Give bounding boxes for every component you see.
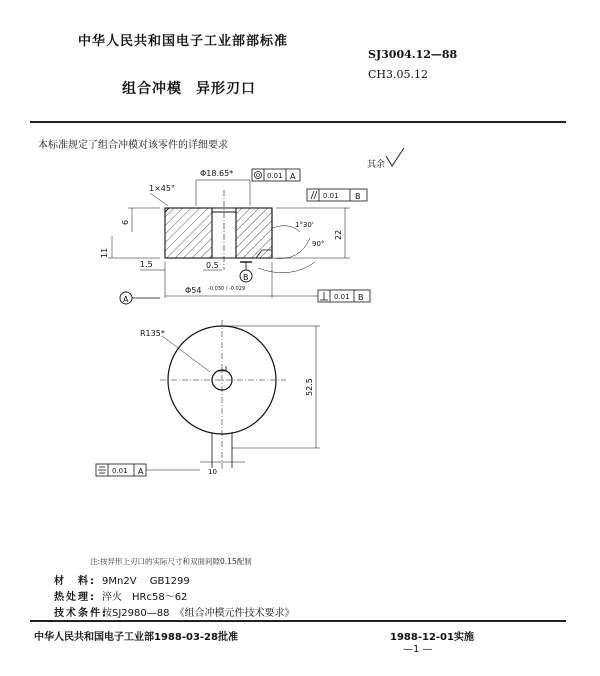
section-right-body	[236, 208, 272, 258]
dim-6: 6	[121, 219, 130, 225]
roundness-tol: 0.01	[267, 172, 283, 180]
parallel-tolerance-frame	[307, 189, 367, 201]
spec-key: 技术条件:	[54, 608, 108, 619]
datum-b-letter: B	[243, 273, 249, 282]
dim-22: 22	[334, 229, 343, 240]
perpendicular-tolerance-frame	[272, 290, 370, 302]
standard-org-header: 中华人民共和国电子工业部部标准	[78, 34, 289, 49]
effective-date: 1988-12-01实施	[390, 632, 474, 643]
roundness-icon	[255, 172, 262, 179]
dim-52-5: 52.5	[305, 378, 314, 396]
datum-a-marker	[120, 292, 160, 304]
parallel-tol: 0.01	[323, 192, 339, 200]
datum-a-letter: A	[123, 295, 129, 304]
sym-tol: 0.01	[112, 467, 128, 475]
spec-key: 材 料:	[54, 576, 96, 587]
title-main: 组合冲模	[122, 81, 182, 97]
dim-10: 10	[208, 468, 217, 476]
roughness-note: 其余	[367, 160, 386, 170]
dim-dia-od: Φ54	[185, 286, 202, 295]
roughness-symbol	[367, 148, 404, 170]
approval-text: 中华人民共和国电子工业部1988-03-28批准	[34, 632, 238, 643]
spec-material	[54, 572, 190, 587]
intro-text: 本标准规定了组合冲模对该零件的详细要求	[38, 140, 228, 151]
spec-technical-conditions	[54, 604, 294, 619]
page-number: —1 —	[403, 644, 433, 655]
angle-1-30: 1°30'	[295, 221, 314, 229]
roundness-ref: A	[290, 172, 296, 181]
radius-label: R135*	[140, 329, 165, 338]
standard-subcode: CH3.05.12	[368, 68, 428, 81]
spec-value: 淬火 HRc58～62	[102, 592, 188, 603]
dim-11: 11	[100, 247, 109, 258]
standard-code: SJ3004.12—88	[368, 48, 458, 61]
spec-value: 按SJ2980—88 《组合冲模元件技术要求》	[102, 608, 295, 619]
datum-b-marker	[240, 262, 252, 282]
spec-key: 热处理:	[54, 592, 96, 603]
drawing-note: 注:按异形上刃口的实际尺寸和双面间隙0.15配制	[90, 557, 252, 566]
plan-view	[160, 320, 320, 470]
parallel-icon	[311, 191, 314, 199]
footer-divider	[30, 620, 566, 622]
dim-0-5: 0.5	[206, 261, 219, 270]
dia-top-label: Φ18.65*	[200, 169, 234, 178]
symmetry-tolerance-frame	[96, 464, 200, 476]
section-left-body	[165, 208, 212, 258]
spec-value: 9Mn2V GB1299	[102, 576, 190, 587]
parallel-ref: B	[355, 192, 361, 201]
sym-ref: A	[138, 467, 144, 476]
dim-1-5: 1.5	[140, 260, 153, 269]
angle-90: 90°	[312, 240, 325, 248]
title-sub: 异形刃口	[196, 81, 256, 97]
chamfer-label: 1×45°	[149, 184, 175, 193]
perp-ref: B	[358, 293, 364, 302]
perp-tol: 0.01	[334, 293, 350, 301]
section-view	[108, 180, 350, 298]
roundness-tolerance-frame	[252, 169, 300, 181]
dim-dia-tol: -0.030 / -0.029	[208, 286, 246, 292]
spec-heat-treatment	[54, 588, 187, 603]
